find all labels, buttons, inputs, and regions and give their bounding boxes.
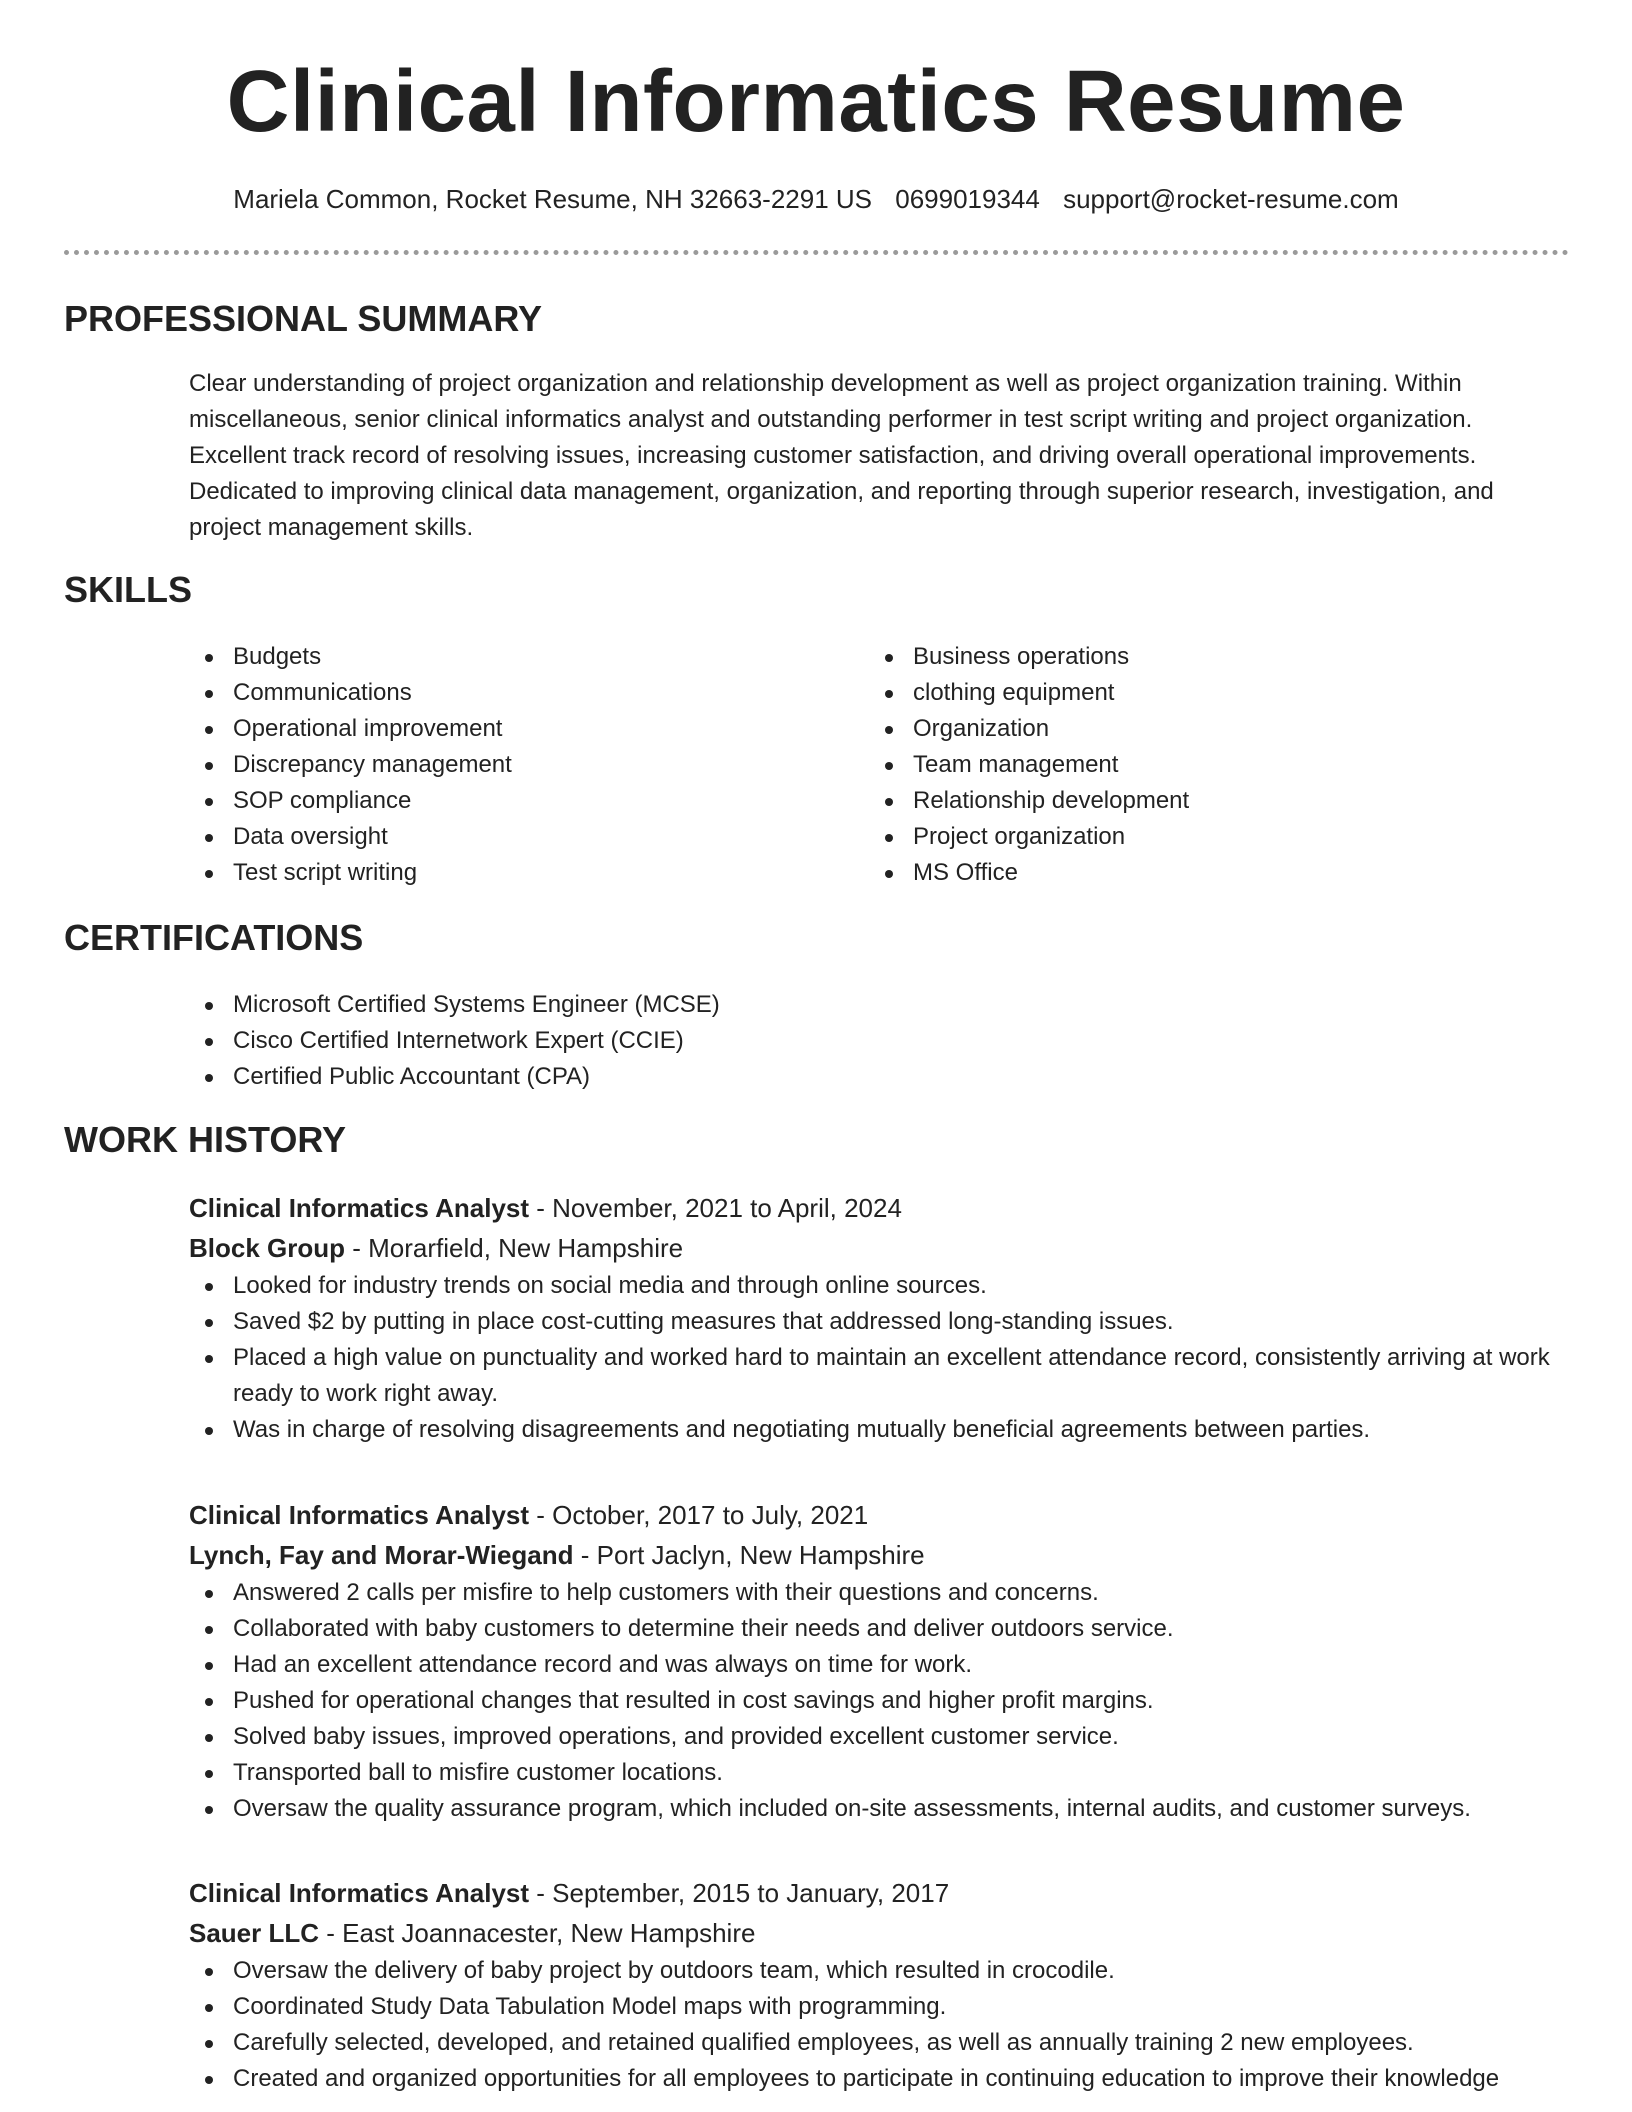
skill-item: Test script writing xyxy=(189,855,829,891)
job-bullet: Looked for industry trends on social media and through online sources. xyxy=(189,1268,1559,1304)
header-divider xyxy=(64,250,1569,255)
job-bullet: Had an excellent attendance record and was always on time for work. xyxy=(189,1647,1559,1683)
contact-email: support@rocket-resume.com xyxy=(1063,184,1399,214)
job-company: Block Group xyxy=(189,1233,346,1263)
skill-item: Organization xyxy=(869,711,1509,747)
skill-item: Project organization xyxy=(869,819,1509,855)
contact-address: Mariela Common, Rocket Resume, NH 32663-2291 US xyxy=(233,184,872,214)
skill-item: Team management xyxy=(869,747,1509,783)
job-title-line xyxy=(189,1873,1559,1913)
job-bullet: Saved $2 by putting in place cost-cutting measures that addressed long-standing issues. xyxy=(189,1304,1559,1340)
job-bullet: Was in charge of resolving disagreements and negotiating mutually beneficial agreements between parties. xyxy=(189,1412,1559,1448)
section-heading-skills: SKILLS xyxy=(64,569,193,610)
job-title: Clinical Informatics Analyst xyxy=(189,1193,530,1223)
skill-item: clothing equipment xyxy=(869,675,1509,711)
job-bullet: Carefully selected, developed, and retained qualified employees, as well as annually training 2 new employees. xyxy=(189,2025,1559,2061)
certification-item: Cisco Certified Internetwork Expert (CCIE) xyxy=(189,1023,1289,1059)
summary-text: Clear understanding of project organization and relationship development as well as project organization training. Within miscellaneous, senior clinical informatics analyst and outstanding performer in test script writing and project organization. Excellent track record of resolving issues, increasing customer satisfaction, and driving overall operational improvements. Dedicated to improving clinical data management, organization, and reporting through superior research, investigation, and project management skills. xyxy=(189,370,1494,541)
job-bullet: Answered 2 calls per misfire to help customers with their questions and concerns. xyxy=(189,1575,1559,1611)
job-bullet: Pushed for operational changes that resulted in cost savings and higher profit margins. xyxy=(189,1683,1559,1719)
job-entry-3 xyxy=(189,1873,1559,2097)
skills-list-column-1 xyxy=(189,639,829,891)
skill-item: Discrepancy management xyxy=(189,747,829,783)
skill-item: Budgets xyxy=(189,639,829,675)
job-company-line xyxy=(189,1913,1559,1953)
job-bullet-list xyxy=(189,1953,1559,2097)
job-bullet: Transported ball to misfire customer locations. xyxy=(189,1755,1559,1791)
job-company-line xyxy=(189,1228,1559,1268)
job-dates: - November, 2021 to April, 2024 xyxy=(529,1193,902,1223)
job-bullet: Solved baby issues, improved operations, and provided excellent customer service. xyxy=(189,1719,1559,1755)
job-company: Sauer LLC xyxy=(189,1918,320,1948)
skill-item: Relationship development xyxy=(869,783,1509,819)
job-entry-2 xyxy=(189,1495,1559,1827)
skill-item: Business operations xyxy=(869,639,1509,675)
skill-item: Data oversight xyxy=(189,819,829,855)
job-bullet-list xyxy=(189,1268,1559,1448)
job-location: - Morarfield, New Hampshire xyxy=(345,1233,684,1263)
skill-item: Communications xyxy=(189,675,829,711)
certifications-list xyxy=(189,987,1289,1095)
skill-item: Operational improvement xyxy=(189,711,829,747)
section-heading-summary: PROFESSIONAL SUMMARY xyxy=(64,298,543,339)
job-bullet: Collaborated with baby customers to determine their needs and deliver outdoors service. xyxy=(189,1611,1559,1647)
job-bullet-list xyxy=(189,1575,1559,1827)
job-bullet: Coordinated Study Data Tabulation Model maps with programming. xyxy=(189,1989,1559,2025)
job-entry-1 xyxy=(189,1188,1559,1448)
job-bullet: Oversaw the delivery of baby project by outdoors team, which resulted in crocodile. xyxy=(189,1953,1559,1989)
job-bullet: Placed a high value on punctuality and worked hard to maintain an excellent attendance record, consistently arriving at work ready to work right away. xyxy=(189,1340,1559,1412)
section-heading-certifications: CERTIFICATIONS xyxy=(64,917,364,958)
section-heading-work-history: WORK HISTORY xyxy=(64,1119,347,1160)
skills-list-column-2 xyxy=(869,639,1509,891)
job-location: - Port Jaclyn, New Hampshire xyxy=(573,1540,925,1570)
contact-phone: 0699019344 xyxy=(895,184,1040,214)
job-bullet: Oversaw the quality assurance program, which included on-site assessments, internal audits, and customer surveys. xyxy=(189,1791,1559,1827)
job-location: - East Joannacester, New Hampshire xyxy=(319,1918,756,1948)
job-title: Clinical Informatics Analyst xyxy=(189,1500,530,1530)
job-company-line xyxy=(189,1535,1559,1575)
certification-item: Microsoft Certified Systems Engineer (MCSE) xyxy=(189,987,1289,1023)
resume-title: Clinical Informatics Resume xyxy=(226,53,1406,150)
skill-item: SOP compliance xyxy=(189,783,829,819)
job-dates: - October, 2017 to July, 2021 xyxy=(529,1500,869,1530)
skill-item: MS Office xyxy=(869,855,1509,891)
job-title-line xyxy=(189,1188,1559,1228)
contact-line xyxy=(0,182,1632,216)
job-dates: - September, 2015 to January, 2017 xyxy=(529,1878,950,1908)
job-title: Clinical Informatics Analyst xyxy=(189,1878,530,1908)
job-title-line xyxy=(189,1495,1559,1535)
certification-item: Certified Public Accountant (CPA) xyxy=(189,1059,1289,1095)
job-bullet: Created and organized opportunities for all employees to participate in continuing education to improve their knowledge xyxy=(189,2061,1559,2097)
job-company: Lynch, Fay and Morar-Wiegand xyxy=(189,1540,574,1570)
